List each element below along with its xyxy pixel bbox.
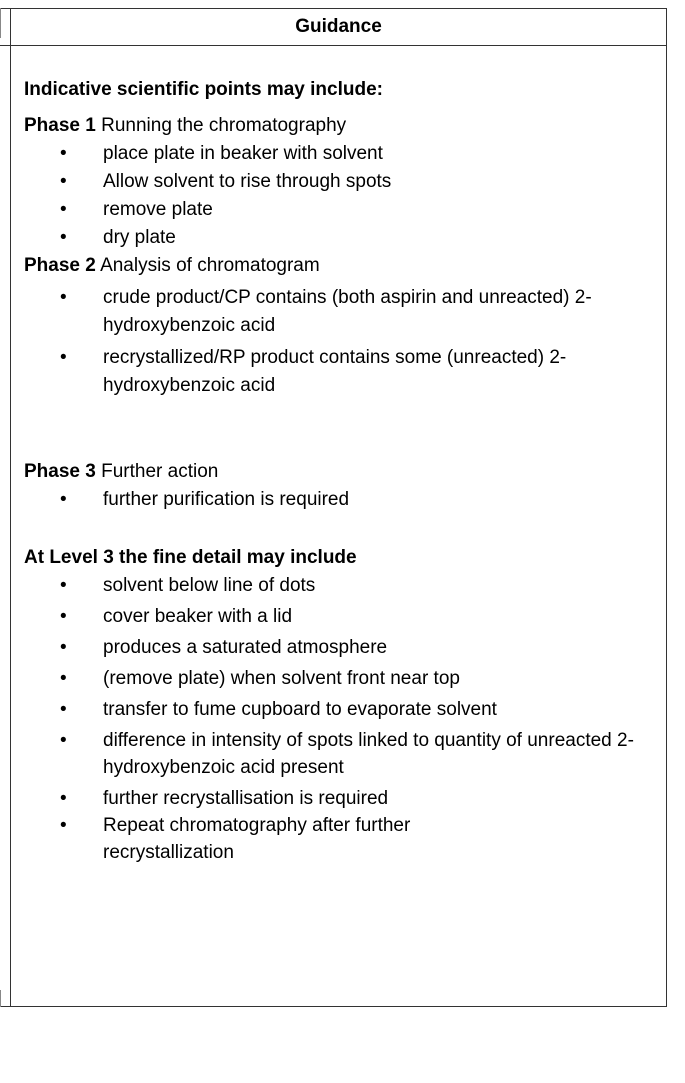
- column-header-guidance: Guidance: [295, 16, 382, 37]
- phase-3-label: Phase 3: [24, 461, 96, 482]
- table-right-border: [666, 8, 667, 1007]
- phase-2-title: Analysis of chromatogram: [100, 255, 320, 276]
- phase-3-list: [24, 486, 654, 514]
- spacer: [24, 400, 654, 458]
- list-item: • cover beaker with a lid: [24, 603, 634, 630]
- list-item: • place plate in beaker with solvent: [24, 140, 654, 168]
- phase-1-list: [24, 140, 654, 252]
- list-item: • produces a saturated atmosphere: [24, 634, 634, 661]
- adjacent-column-edge: [0, 8, 1, 38]
- list-item: • solvent below line of dots: [24, 572, 634, 599]
- list-item: • dry plate: [24, 224, 654, 252]
- list-item: • further purification is required: [24, 486, 654, 514]
- table-bottom-border: [0, 1006, 667, 1007]
- list-item: • difference in intensity of spots linked to quantity of unreacted 2-hydroxybenzoic acid present: [24, 727, 634, 781]
- list-item: • remove plate: [24, 196, 654, 224]
- adjacent-column-edge-bottom: [0, 990, 1, 1007]
- phase-2-line: [24, 252, 654, 280]
- phase-3-line: [24, 458, 654, 486]
- guidance-content: [24, 76, 654, 866]
- phase-1-label: Phase 1: [24, 115, 96, 136]
- phase-3-title: Further action: [101, 461, 219, 482]
- table-left-border: [10, 8, 11, 1007]
- header-divider: [0, 45, 667, 46]
- list-item: • further recrystallisation is required: [24, 785, 634, 812]
- phase-2-list: [24, 284, 654, 400]
- intro-heading: Indicative scientific points may include:: [24, 79, 383, 100]
- phase-1-line: [24, 112, 654, 140]
- list-item: • (remove plate) when solvent front near top: [24, 665, 634, 692]
- list-item: • crude product/CP contains (both aspirin and unreacted) 2-hydroxybenzoic acid: [24, 284, 594, 340]
- list-item: • Allow solvent to rise through spots: [24, 168, 654, 196]
- phase-2-label: Phase 2: [24, 255, 96, 276]
- list-item: • recrystallized/RP product contains some (unreacted) 2-hydroxybenzoic acid: [24, 344, 594, 400]
- list-item: • Repeat chromatography after further recrystallization: [24, 812, 634, 866]
- list-item: • transfer to fume cupboard to evaporate solvent: [24, 696, 634, 723]
- level-3-heading: At Level 3 the fine detail may include: [24, 547, 357, 568]
- spacer: [24, 514, 654, 544]
- phase-1-title: Running the chromatography: [101, 115, 347, 136]
- level-3-list: [24, 572, 654, 866]
